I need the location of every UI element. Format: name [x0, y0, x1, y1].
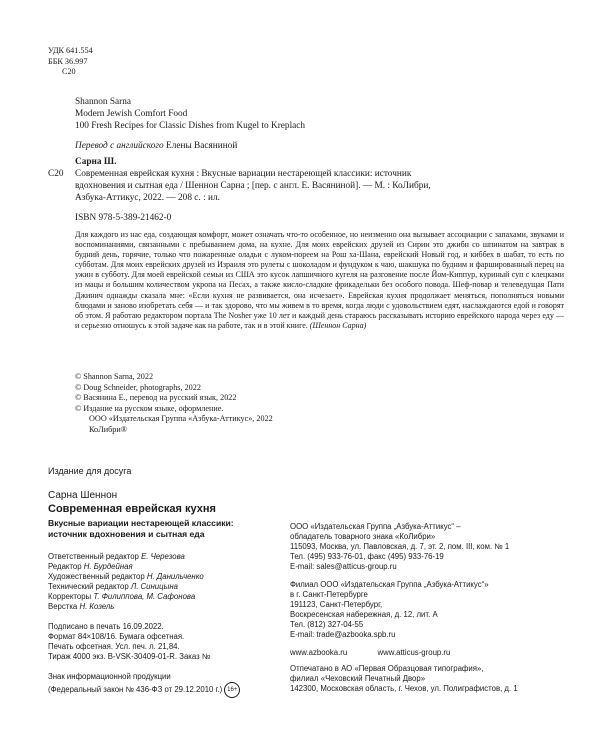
staff-row: Ответственный редактор Е. Черезова	[48, 552, 185, 561]
edition-type: Издание для досуга	[48, 466, 132, 476]
branch-block	[290, 580, 489, 641]
imprint-subtitle	[48, 518, 234, 540]
copyright-line: © Doug Schneider, photographs, 2022	[75, 382, 201, 392]
translation-line	[75, 140, 237, 152]
catalog-line-2: вдохновения и сытная еда / Шеннон Сарна ; [пер. с англ. Е. Васяниной]. — М. : КоЛибри,	[75, 181, 431, 191]
udk-code: УДК 641.554	[48, 46, 93, 55]
staff-list	[48, 552, 204, 613]
publisher-email: E-mail: sales@atticus-group.ru	[290, 562, 397, 572]
original-author: Shannon Sarna	[75, 97, 132, 107]
age-rating-badge: 16+	[224, 682, 240, 698]
publisher-line: 115093, Москва, ул. Павловская, д. 7, эт. 2, пом. III, ком. № 1	[290, 542, 510, 552]
translation-label: Перевод с английского	[75, 141, 164, 151]
catalog-description	[75, 168, 431, 204]
printer-line: Отпечатано в АО «Первая Образцовая типография»,	[290, 664, 484, 673]
website-link: www.azbooka.ru	[290, 648, 348, 657]
printer-line: филиал «Чеховский Печатный Двор»	[290, 674, 426, 684]
catalog-line-1: Современная еврейская кухня : Вкусные вариации нестареющей классики: источник	[75, 169, 412, 179]
original-subtitle: 100 Fresh Recipes for Classic Dishes from Kugel to Kreplach	[75, 121, 306, 131]
author-mark: С20	[62, 67, 76, 77]
copyright-line: КоЛибри®	[89, 424, 127, 434]
imprint-subtitle-line-1: Вкусные вариации нестареющей классики:	[48, 518, 234, 528]
staff-row: Технический редактор Л. Синицына	[48, 582, 178, 592]
website-link: www.atticus-group.ru	[377, 648, 451, 657]
catalog-code: С20	[48, 169, 64, 179]
branch-line: в г. Санкт-Петербурге	[290, 590, 368, 600]
copyright-line: ООО «Издательская Группа «Азбука-Аттикус», 2022	[89, 414, 273, 424]
isbn: ISBN 978-5-389-21462-0	[75, 213, 172, 223]
marking-line-1: Знак информационной продукции	[48, 672, 171, 681]
publisher-line: ООО «Издательская Группа „Азбука-Аттикус“ –	[290, 522, 461, 531]
branch-line: Тел. (812) 327-04-55	[290, 620, 364, 630]
printer-block	[290, 664, 518, 694]
publisher-line: Тел. (495) 933-76-01, факс (495) 933-76-19	[290, 552, 444, 562]
branch-line: Филиал ООО «Издательская Группа „Азбука-Аттикус“»	[290, 580, 489, 589]
copyright-line: © Васянина Е., перевод на русский язык, 2022	[75, 393, 237, 403]
copyright-line: © Издание на русском языке, оформление.	[75, 403, 224, 413]
marking-line-2: (Федеральный закон № 436-ФЗ от 29.12.2010 г.) 16+	[48, 682, 240, 698]
websites	[290, 648, 450, 657]
imprint-subtitle-line-2: источник вдохновения и сытная еда	[48, 529, 205, 539]
branch-line: Воскресенская набережная, д. 12, лит. А	[290, 610, 438, 620]
imprint-author: Сарна Шеннон	[48, 490, 118, 501]
print-info-line: Печать офсетная. Усл. печ. л. 21,84.	[48, 642, 180, 652]
publisher-block	[290, 522, 509, 572]
imprint-title: Современная еврейская кухня	[48, 503, 216, 515]
annotation-signature: (Шеннон Сарна)	[309, 320, 367, 330]
marking-block	[48, 672, 240, 698]
print-info	[48, 622, 210, 662]
staff-row: Корректоры Т. Филиппова, М. Сафонова	[48, 592, 196, 602]
original-title-block	[75, 96, 305, 132]
catalog-author-heading: Сарна Ш.	[75, 157, 117, 167]
original-title: Modern Jewish Comfort Food	[75, 109, 188, 119]
branch-line: 191123, Санкт-Петербург,	[290, 600, 383, 610]
translator-name: Елены Васяниной	[166, 141, 238, 151]
staff-row: Верстка Н. Козель	[48, 602, 115, 612]
staff-row: Художественный редактор Н. Данильченко	[48, 572, 204, 582]
copyright-block	[75, 372, 273, 436]
print-info-line: Тираж 4000 экз. B-VSK-30409-01-R. Заказ №	[48, 652, 211, 662]
bbk-code: ББК 36.997	[48, 56, 88, 66]
print-info-line: Формат 84×108/16. Бумага офсетная.	[48, 632, 185, 642]
annotation-text: Для каждого из нас еда, создающая комфорт, может означать что-то особенное, но неизменно она вызывает ассоциации с запахами, звуками и воспоминаниями, связанными с пребыванием дома, на кухне. Для моих еврейских друзей из Сирии это джибн со шпинатом на завтрак в будний день, горячие, только что пожаренные оладьи с луком-пореем на Рош ха-Шана, еврейский Новый год, и киббех в шабат, то есть по субботам. Для моих еврейских друзей из Израиля это рулеты с шоколадом и фундуком к чаю, шакшука по будним и фаршированный перец на ужин в субботу. Для моей еврейской семьи из США это кусок лапшичного кугеля на разговение после Йом-Киппур, куриный суп с клецками из мацы и большим количеством укропа на Песах, а также кисло-сладкие фрикадельки без особого повода. Шеф-повар и телеведущая Пати Джинич однажды сказала мне: «Если кухня не развивается, она исчезает». Еврейская кухня продолжает меняться, пополняться новыми блюдами и заново изобретать себя — и так здорово, что мы живем в то время, когда люди с удовольствием едят, наслаждаются едой и говорят об этом. Я работаю редактором портала The Nosher уже 10 лет и каждый день стараюсь рассказывать историю еврейского народа через еду — и серьезно отношусь к этой задаче как на работе, так и в этой книге.	[75, 230, 564, 330]
staff-row: Редактор Н. Бурдейная	[48, 562, 133, 572]
annotation-paragraph	[75, 230, 564, 331]
classification-block	[48, 46, 93, 78]
copyright-line: © Shannon Sarna, 2022	[75, 372, 154, 381]
publisher-line: обладатель товарного знака «КоЛибри»	[290, 532, 436, 542]
printer-line: 142300, Московская область, г. Чехов, ул. Полиграфистов, д. 1	[290, 684, 518, 694]
catalog-line-3: Азбука-Аттикус, 2022. — 208 с. : ил.	[75, 193, 220, 203]
print-info-line: Подписано в печать 16.09.2022.	[48, 622, 164, 631]
branch-email: E-mail: trade@azbooka.spb.ru	[290, 630, 396, 640]
